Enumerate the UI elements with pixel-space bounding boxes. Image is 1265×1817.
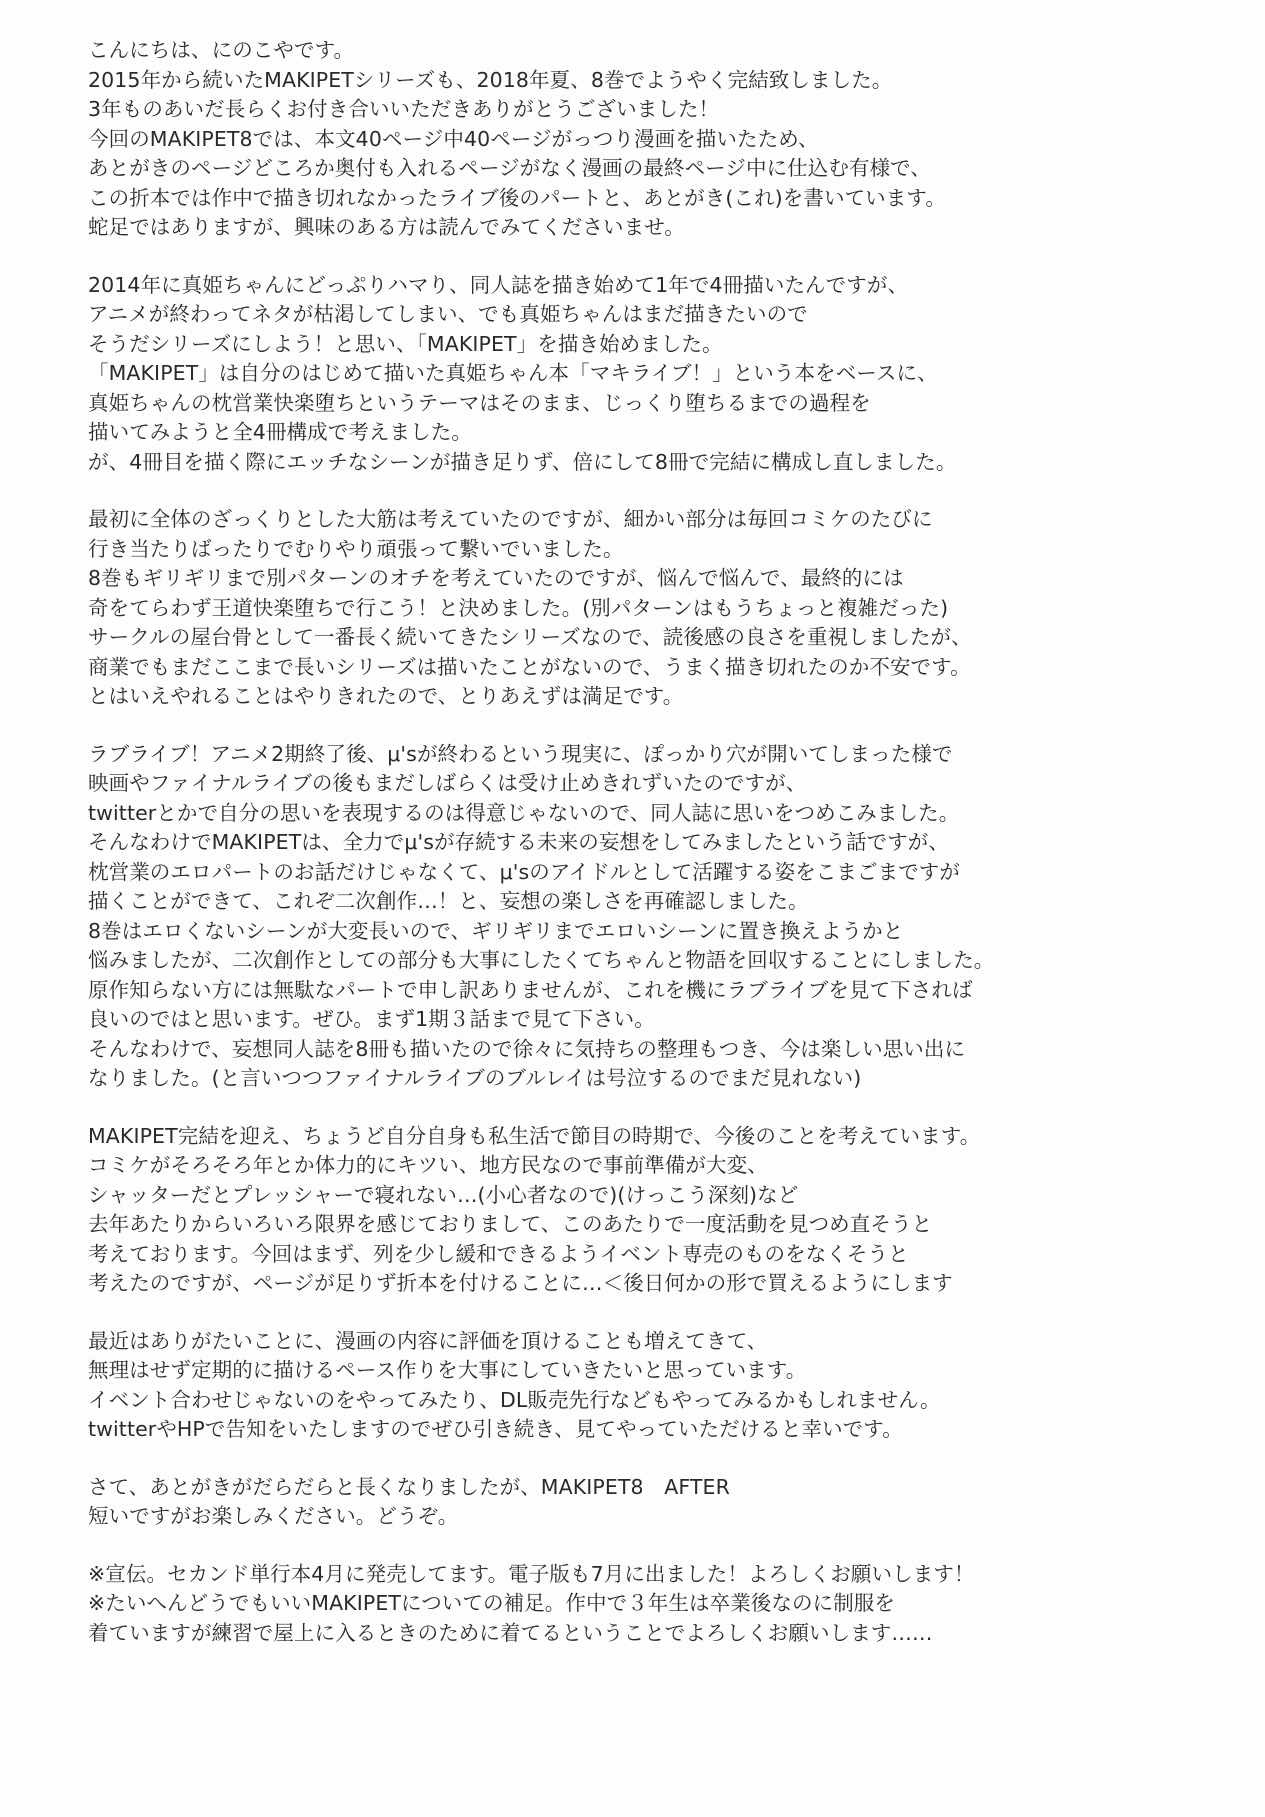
afterword-text-body — [88, 36, 1178, 1648]
text-line: 最初に全体のざっくりとした大筋は考えていたのですが、細かい部分は毎回コミケのたびに — [88, 507, 933, 531]
text-line: シャッターだとプレッシャーで寝れない…(小心者なので)(けっこう深刻)など — [88, 1182, 799, 1207]
text-line: 描いてみようと全4冊構成で考えました。 — [88, 420, 472, 444]
paragraph-recent-news — [88, 1327, 1178, 1445]
text-line: 8巻もギリギリまで別パターンのオチを考えていたのですが、悩んで悩んで、最終的には — [88, 566, 904, 590]
text-line: 無理はせず定期的に描けるペース作りを大事にしていきたいと思っています。 — [88, 1358, 807, 1382]
text-line: MAKIPET完結を迎え、ちょうど自分自身も私生活で節目の時期で、今後のことを考えています。 — [88, 1123, 981, 1148]
text-line: 描くことができて、これぞ二次創作…！と、妄想の楽しさを再確認しました。 — [88, 889, 809, 913]
text-line: 3年ものあいだ長らくお付き合いいただきありがとうございました！ — [88, 97, 720, 121]
text-line: twitterやHPで告知をいたしますのでぜひ引き続き、見てやっていただけると幸いです。 — [88, 1417, 903, 1441]
text-line: 枕営業のエロパートのお話だけじゃなくて、μ'sのアイドルとして活躍する姿をこまごまですが — [88, 859, 961, 884]
text-line: なりました。(と言いつつファイナルライブのブルレイは号泣するのでまだ見れない) — [88, 1066, 862, 1090]
text-line: とはいえやれることはやりきれたので、とりあえずは満足です。 — [88, 684, 684, 708]
text-line: そうだシリーズにしよう！と思い、「MAKIPET」を描き始めました。 — [88, 331, 723, 356]
text-line: 悩みましたが、二次創作としての部分も大事にしたくてちゃんと物語を回収することにしました。 — [88, 948, 995, 972]
text-line: 商業でもまだここまで長いシリーズは描いたことがないので、うまく描き切れたのか不安です。 — [88, 654, 971, 679]
text-line: 最近はありがたいことに、漫画の内容に評価を頂けることも増えてきて、 — [88, 1328, 768, 1353]
text-line: 蛇足ではありますが、興味のある方は読んでみてくださいませ。 — [88, 215, 685, 239]
text-line: ※宣伝。セカンド単行本4月に発売してます。電子版も7月に出ました！よろしくお願いします！ — [88, 1561, 975, 1586]
paragraph-plot-planning — [88, 505, 1178, 712]
paragraph-lovelive-thoughts — [88, 740, 1178, 1094]
text-line: 2014年に真姫ちゃんにどっぷりハマり、同人誌を描き始めて1年で4冊描いたんですが、 — [88, 272, 909, 297]
text-line: 今回のMAKIPET8では、本文40ページ中40ページがっつり漫画を描いたため、 — [88, 126, 819, 151]
text-line: 考えたのですが、ページが足りず折本を付けることに…＜後日何かの形で買えるようにします — [88, 1271, 953, 1295]
text-line: 考えております。今回はまず、列を少し緩和できるようイベント専売のものをなくそうと — [88, 1241, 909, 1266]
paragraph-intro — [88, 36, 1178, 243]
paragraph-series-history — [88, 271, 1178, 478]
text-line: 映画やファイナルライブの後もまだしばらくは受け止めきれずいたのですが、 — [88, 771, 807, 795]
text-line: 2015年から続いたMAKIPETシリーズも、2018年夏、8巻でようやく完結致しました。 — [88, 67, 893, 92]
text-line: 着ていますが練習で屋上に入るときのために着てるということでよろしくお願いします…… — [88, 1620, 933, 1645]
text-line: 短いですがお楽しみください。どうぞ。 — [88, 1504, 459, 1528]
text-line: twitterとかで自分の思いを表現するのは得意じゃないので、同人誌に思いをつめこみました。 — [88, 800, 960, 825]
paragraph-future-plans — [88, 1122, 1178, 1299]
text-line: ※たいへんどうでもいいMAKIPETについての補足。作中で３年生は卒業後なのに制服を — [88, 1591, 896, 1615]
text-line: さて、あとがきがだらだらと長くなりましたが、MAKIPET8 AFTER — [88, 1474, 730, 1499]
paragraph-closing — [88, 1473, 1178, 1532]
text-line: が、4冊目を描く際にエッチなシーンが描き足りず、倍にして8冊で完結に構成し直しました。 — [88, 449, 957, 474]
text-line: 「MAKIPET」は自分のはじめて描いた真姫ちゃん本「マキライブ！」という本をベースに、 — [88, 361, 938, 385]
text-line: そんなわけで、妄想同人誌を8冊も描いたので徐々に気持ちの整理もつき、今は楽しい思い出に — [88, 1036, 966, 1061]
text-line: ラブライブ！アニメ2期終了後、μ'sが終わるという現実に、ぽっかり穴が開いてしまった様で — [88, 741, 953, 766]
text-line: 原作知らない方には無駄なパートで申し訳ありませんが、これを機にラブライブを見て下されば — [88, 977, 973, 1002]
text-line: サークルの屋台骨として一番長く続いてきたシリーズなので、読後感の良さを重視しましたが、 — [88, 625, 972, 649]
text-line: 奇をてらわず王道快楽堕ちで行こう！と決めました。(別パターンはもうちょっと複雑だった) — [88, 595, 949, 620]
text-line: アニメが終わってネタが枯渇してしまい、でも真姫ちゃんはまだ描きたいので — [88, 302, 808, 326]
text-line: コミケがそろそろ年とか体力的にキツい、地方民なので事前準備が大変、 — [88, 1153, 768, 1177]
text-line: 良いのではと思います。ぜひ。まず1期３話まで見て下さい。 — [88, 1007, 655, 1031]
paragraph-notices — [88, 1560, 1178, 1649]
text-line: あとがきのページどころか奥付も入れるページがなく漫画の最終ページ中に仕込む有様で、 — [88, 156, 931, 180]
text-line: 真姫ちゃんの枕営業快楽堕ちというテーマはそのまま、じっくり堕ちるまでの過程を — [88, 390, 871, 415]
text-line: 去年あたりからいろいろ限界を感じておりまして、このあたりで一度活動を見つめ直そうと — [88, 1212, 933, 1236]
text-line: 行き当たりばったりでむりやり頑張って繋いでいました。 — [88, 536, 624, 561]
text-line: イベント合わせじゃないのをやってみたり、DL販売先行などもやってみるかもしれません。 — [88, 1387, 941, 1412]
text-line: この折本では作中で描き切れなかったライブ後のパートと、あとがき(これ)を書いています。 — [88, 185, 946, 210]
text-line: こんにちは、にのこやです。 — [88, 38, 355, 62]
text-line: 8巻はエロくないシーンが大変長いので、ギリギリまでエロいシーンに置き換えようかと — [88, 918, 904, 943]
text-line: そんなわけでMAKIPETは、全力でμ'sが存続する未来の妄想をしてみましたという話ですが、 — [88, 830, 949, 854]
